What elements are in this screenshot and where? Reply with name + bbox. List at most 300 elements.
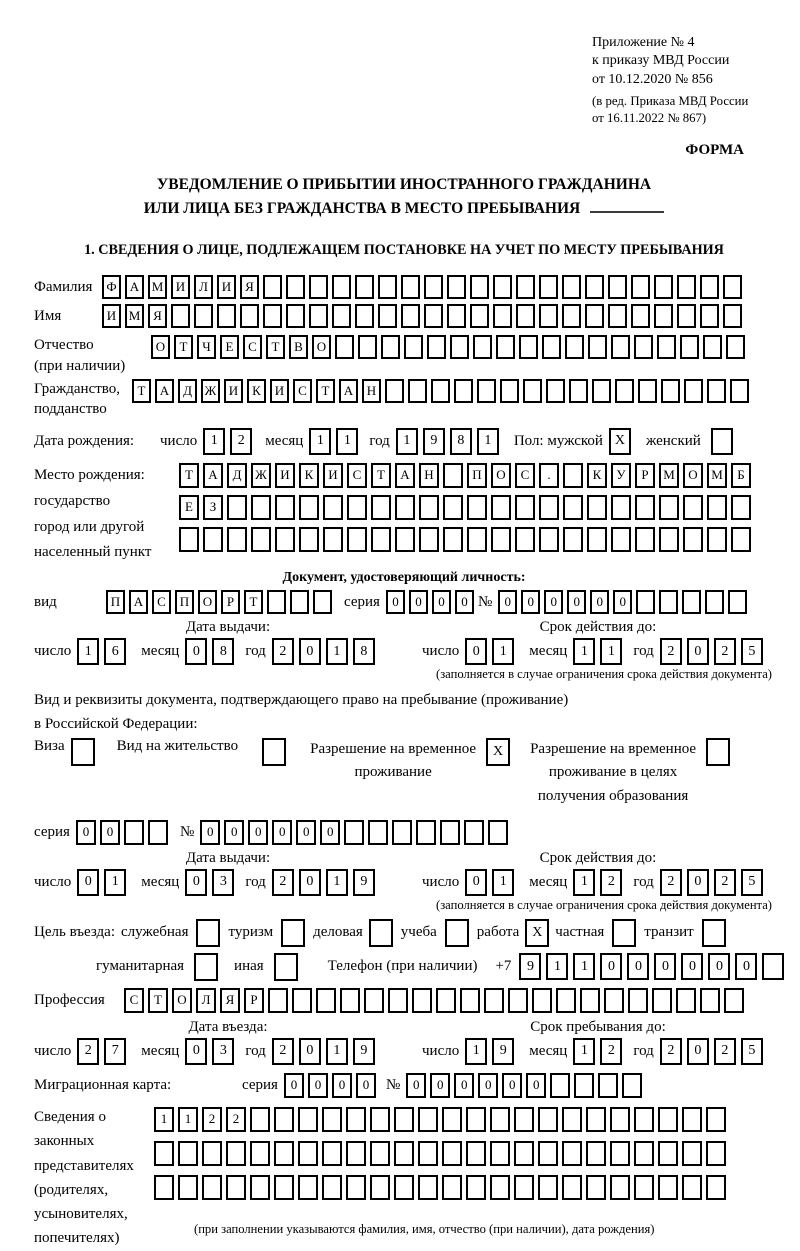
char-box[interactable] bbox=[388, 988, 408, 1013]
char-box[interactable]: М bbox=[148, 275, 167, 299]
char-box[interactable]: К bbox=[299, 463, 319, 488]
char-box[interactable] bbox=[274, 953, 298, 981]
char-box[interactable] bbox=[587, 495, 607, 520]
char-box[interactable] bbox=[454, 379, 473, 403]
char-box[interactable] bbox=[658, 1107, 678, 1132]
char-box[interactable]: 2 bbox=[230, 428, 252, 455]
char-box[interactable] bbox=[355, 304, 374, 328]
char-box[interactable] bbox=[654, 304, 673, 328]
char-box[interactable] bbox=[443, 463, 463, 488]
char-box[interactable] bbox=[250, 1141, 270, 1166]
char-box[interactable]: Д bbox=[178, 379, 197, 403]
char-box[interactable] bbox=[538, 1141, 558, 1166]
char-box[interactable]: 1 bbox=[546, 953, 568, 980]
char-box[interactable]: 2 bbox=[226, 1107, 246, 1132]
char-box[interactable]: 0 bbox=[687, 869, 709, 896]
char-box[interactable] bbox=[263, 275, 282, 299]
char-box[interactable] bbox=[680, 335, 699, 359]
char-box[interactable] bbox=[436, 988, 456, 1013]
char-box[interactable] bbox=[515, 527, 535, 552]
char-box[interactable]: 1 bbox=[77, 638, 99, 665]
char-box[interactable] bbox=[523, 379, 542, 403]
char-box[interactable] bbox=[250, 1107, 270, 1132]
char-box[interactable] bbox=[251, 527, 271, 552]
char-box[interactable] bbox=[676, 988, 696, 1013]
char-box[interactable]: 0 bbox=[478, 1073, 498, 1098]
char-box[interactable]: 0 bbox=[654, 953, 676, 980]
char-box[interactable] bbox=[240, 304, 259, 328]
char-box[interactable] bbox=[683, 495, 703, 520]
char-box[interactable] bbox=[431, 379, 450, 403]
char-box[interactable] bbox=[514, 1175, 534, 1200]
char-box[interactable] bbox=[395, 495, 415, 520]
char-box[interactable]: Т bbox=[132, 379, 151, 403]
char-box[interactable]: Ж bbox=[201, 379, 220, 403]
char-box[interactable] bbox=[344, 820, 364, 845]
char-box[interactable]: Ж bbox=[251, 463, 271, 488]
char-box[interactable] bbox=[538, 1175, 558, 1200]
char-box[interactable] bbox=[562, 1175, 582, 1200]
char-box[interactable]: 0 bbox=[284, 1073, 304, 1098]
char-box[interactable] bbox=[401, 304, 420, 328]
char-box[interactable]: 0 bbox=[498, 590, 517, 614]
char-box[interactable] bbox=[442, 1141, 462, 1166]
char-box[interactable]: 9 bbox=[519, 953, 541, 980]
char-box[interactable] bbox=[490, 1107, 510, 1132]
char-box[interactable]: П bbox=[467, 463, 487, 488]
char-box[interactable]: . bbox=[539, 463, 559, 488]
char-box[interactable] bbox=[368, 820, 388, 845]
char-box[interactable] bbox=[378, 304, 397, 328]
char-box[interactable]: С bbox=[152, 590, 171, 614]
char-box[interactable] bbox=[470, 304, 489, 328]
char-box[interactable]: Т bbox=[371, 463, 391, 488]
char-box[interactable] bbox=[706, 1107, 726, 1132]
char-box[interactable] bbox=[227, 495, 247, 520]
char-box[interactable]: 2 bbox=[600, 869, 622, 896]
char-box[interactable] bbox=[226, 1141, 246, 1166]
char-box[interactable] bbox=[394, 1141, 414, 1166]
char-box[interactable] bbox=[592, 379, 611, 403]
char-box[interactable]: 0 bbox=[465, 869, 487, 896]
char-box[interactable] bbox=[700, 988, 720, 1013]
char-box[interactable] bbox=[652, 988, 672, 1013]
char-box[interactable] bbox=[477, 379, 496, 403]
char-box[interactable] bbox=[467, 495, 487, 520]
char-box[interactable] bbox=[251, 495, 271, 520]
char-box[interactable] bbox=[466, 1107, 486, 1132]
char-box[interactable] bbox=[309, 304, 328, 328]
char-box[interactable]: 2 bbox=[272, 1038, 294, 1065]
char-box[interactable] bbox=[562, 275, 581, 299]
char-box[interactable]: 5 bbox=[741, 638, 763, 665]
char-box[interactable]: 0 bbox=[320, 820, 340, 845]
char-box[interactable] bbox=[250, 1175, 270, 1200]
char-box[interactable] bbox=[464, 820, 484, 845]
char-box[interactable]: Т bbox=[266, 335, 285, 359]
char-box[interactable] bbox=[381, 335, 400, 359]
char-box[interactable]: Л bbox=[194, 275, 213, 299]
char-box[interactable]: 8 bbox=[212, 638, 234, 665]
char-box[interactable] bbox=[700, 275, 719, 299]
char-box[interactable] bbox=[298, 1175, 318, 1200]
char-box[interactable] bbox=[419, 527, 439, 552]
char-box[interactable]: С bbox=[515, 463, 535, 488]
char-box[interactable] bbox=[217, 304, 236, 328]
char-box[interactable] bbox=[563, 495, 583, 520]
char-box[interactable] bbox=[634, 1107, 654, 1132]
char-box[interactable] bbox=[491, 495, 511, 520]
char-box[interactable] bbox=[442, 1175, 462, 1200]
char-box[interactable]: 0 bbox=[600, 953, 622, 980]
char-box[interactable] bbox=[562, 1141, 582, 1166]
char-box[interactable] bbox=[309, 275, 328, 299]
char-box[interactable] bbox=[563, 527, 583, 552]
char-box[interactable]: 3 bbox=[212, 869, 234, 896]
char-box[interactable]: 1 bbox=[492, 638, 514, 665]
char-box[interactable]: 3 bbox=[212, 1038, 234, 1065]
char-box[interactable] bbox=[562, 1107, 582, 1132]
char-box[interactable]: О bbox=[151, 335, 170, 359]
char-box[interactable] bbox=[682, 1107, 702, 1132]
char-box[interactable]: 0 bbox=[627, 953, 649, 980]
char-box[interactable] bbox=[631, 275, 650, 299]
char-box[interactable] bbox=[546, 379, 565, 403]
char-box[interactable] bbox=[762, 953, 784, 980]
char-box[interactable] bbox=[347, 527, 367, 552]
char-box[interactable] bbox=[275, 527, 295, 552]
char-box[interactable]: А bbox=[339, 379, 358, 403]
char-box[interactable] bbox=[635, 527, 655, 552]
char-box[interactable] bbox=[416, 820, 436, 845]
char-box[interactable] bbox=[322, 1141, 342, 1166]
char-box[interactable] bbox=[659, 527, 679, 552]
char-box[interactable] bbox=[658, 1141, 678, 1166]
char-box[interactable]: 5 bbox=[741, 1038, 763, 1065]
char-box[interactable]: У bbox=[611, 463, 631, 488]
char-box[interactable] bbox=[274, 1107, 294, 1132]
char-box[interactable]: 0 bbox=[708, 953, 730, 980]
char-box[interactable] bbox=[598, 1073, 618, 1098]
char-box[interactable]: 0 bbox=[185, 869, 207, 896]
char-box[interactable]: 0 bbox=[386, 590, 405, 614]
char-box[interactable] bbox=[490, 1141, 510, 1166]
char-box[interactable] bbox=[171, 304, 190, 328]
char-box[interactable] bbox=[467, 527, 487, 552]
char-box[interactable]: И bbox=[270, 379, 289, 403]
char-box[interactable]: 1 bbox=[492, 869, 514, 896]
char-box[interactable] bbox=[726, 335, 745, 359]
char-box[interactable] bbox=[364, 988, 384, 1013]
char-box[interactable]: 1 bbox=[104, 869, 126, 896]
char-box[interactable]: 1 bbox=[203, 428, 225, 455]
char-box[interactable]: 2 bbox=[660, 869, 682, 896]
char-box[interactable] bbox=[610, 1175, 630, 1200]
char-box[interactable] bbox=[634, 1175, 654, 1200]
char-box[interactable] bbox=[519, 335, 538, 359]
char-box[interactable] bbox=[322, 1175, 342, 1200]
char-box[interactable] bbox=[585, 304, 604, 328]
char-box[interactable] bbox=[202, 1175, 222, 1200]
char-box[interactable]: 0 bbox=[502, 1073, 522, 1098]
char-box[interactable] bbox=[488, 820, 508, 845]
char-box[interactable] bbox=[268, 988, 288, 1013]
char-box[interactable]: О bbox=[312, 335, 331, 359]
char-box[interactable]: М bbox=[707, 463, 727, 488]
char-box[interactable]: О bbox=[198, 590, 217, 614]
char-box[interactable] bbox=[608, 275, 627, 299]
char-box[interactable]: 7 bbox=[104, 1038, 126, 1065]
char-box[interactable] bbox=[370, 1175, 390, 1200]
char-box[interactable] bbox=[515, 495, 535, 520]
char-box[interactable] bbox=[371, 527, 391, 552]
char-box[interactable] bbox=[586, 1107, 606, 1132]
char-box[interactable] bbox=[316, 988, 336, 1013]
char-box[interactable] bbox=[702, 919, 726, 947]
char-box[interactable] bbox=[340, 988, 360, 1013]
char-box[interactable] bbox=[731, 527, 751, 552]
char-box[interactable]: 0 bbox=[100, 820, 120, 845]
char-box[interactable]: Р bbox=[635, 463, 655, 488]
char-box[interactable] bbox=[460, 988, 480, 1013]
char-box[interactable] bbox=[723, 275, 742, 299]
char-box[interactable] bbox=[450, 335, 469, 359]
char-box[interactable]: 0 bbox=[430, 1073, 450, 1098]
char-box[interactable] bbox=[707, 495, 727, 520]
char-box[interactable] bbox=[493, 304, 512, 328]
char-box[interactable] bbox=[274, 1175, 294, 1200]
char-box[interactable] bbox=[654, 275, 673, 299]
char-box[interactable]: И bbox=[275, 463, 295, 488]
char-box[interactable] bbox=[539, 275, 558, 299]
char-box[interactable] bbox=[323, 495, 343, 520]
char-box[interactable]: 0 bbox=[687, 638, 709, 665]
char-box[interactable] bbox=[631, 304, 650, 328]
char-box[interactable] bbox=[262, 738, 286, 766]
char-box[interactable] bbox=[346, 1107, 366, 1132]
char-box[interactable] bbox=[404, 335, 423, 359]
char-box[interactable]: 2 bbox=[714, 869, 736, 896]
char-box[interactable]: Р bbox=[244, 988, 264, 1013]
char-box[interactable] bbox=[299, 495, 319, 520]
char-box[interactable] bbox=[706, 1175, 726, 1200]
char-box[interactable]: Н bbox=[419, 463, 439, 488]
char-box[interactable]: Я bbox=[220, 988, 240, 1013]
char-box[interactable]: 0 bbox=[590, 590, 609, 614]
char-box[interactable] bbox=[700, 304, 719, 328]
char-box[interactable] bbox=[682, 1141, 702, 1166]
char-box[interactable]: Р bbox=[221, 590, 240, 614]
char-box[interactable]: 0 bbox=[296, 820, 316, 845]
char-box[interactable] bbox=[298, 1107, 318, 1132]
char-box[interactable] bbox=[636, 590, 655, 614]
char-box[interactable] bbox=[728, 590, 747, 614]
char-box[interactable] bbox=[355, 275, 374, 299]
char-box[interactable] bbox=[419, 495, 439, 520]
char-box[interactable] bbox=[418, 1107, 438, 1132]
char-box[interactable]: 0 bbox=[465, 638, 487, 665]
char-box[interactable] bbox=[493, 275, 512, 299]
char-box[interactable]: 0 bbox=[272, 820, 292, 845]
char-box[interactable]: 0 bbox=[455, 590, 474, 614]
char-box[interactable] bbox=[370, 1141, 390, 1166]
char-box[interactable] bbox=[313, 590, 332, 614]
char-box[interactable]: 6 bbox=[104, 638, 126, 665]
char-box[interactable] bbox=[442, 1107, 462, 1132]
char-box[interactable]: 1 bbox=[326, 638, 348, 665]
char-box[interactable] bbox=[711, 428, 733, 455]
char-box[interactable] bbox=[267, 590, 286, 614]
char-box[interactable] bbox=[615, 379, 634, 403]
char-box[interactable] bbox=[385, 379, 404, 403]
char-box[interactable] bbox=[358, 335, 377, 359]
char-box[interactable]: П bbox=[106, 590, 125, 614]
char-box[interactable] bbox=[682, 590, 701, 614]
char-box[interactable]: Ч bbox=[197, 335, 216, 359]
char-box[interactable] bbox=[335, 335, 354, 359]
char-box[interactable]: 1 bbox=[154, 1107, 174, 1132]
char-box[interactable] bbox=[286, 275, 305, 299]
char-box[interactable] bbox=[658, 1175, 678, 1200]
char-box[interactable]: 0 bbox=[76, 820, 96, 845]
char-box[interactable] bbox=[706, 1141, 726, 1166]
char-box[interactable]: М bbox=[659, 463, 679, 488]
char-box[interactable] bbox=[292, 988, 312, 1013]
char-box[interactable] bbox=[569, 379, 588, 403]
char-box[interactable]: О bbox=[491, 463, 511, 488]
char-box[interactable] bbox=[683, 527, 703, 552]
char-box[interactable]: И bbox=[224, 379, 243, 403]
char-box[interactable] bbox=[657, 335, 676, 359]
char-box[interactable]: А bbox=[129, 590, 148, 614]
char-box[interactable] bbox=[610, 1107, 630, 1132]
char-box[interactable] bbox=[634, 1141, 654, 1166]
char-box[interactable] bbox=[424, 304, 443, 328]
char-box[interactable] bbox=[378, 275, 397, 299]
char-box[interactable] bbox=[677, 275, 696, 299]
char-box[interactable] bbox=[705, 590, 724, 614]
char-box[interactable] bbox=[580, 988, 600, 1013]
char-box[interactable]: 0 bbox=[308, 1073, 328, 1098]
char-box[interactable] bbox=[323, 527, 343, 552]
char-box[interactable] bbox=[395, 527, 415, 552]
char-box[interactable]: 0 bbox=[299, 1038, 321, 1065]
char-box[interactable] bbox=[299, 527, 319, 552]
char-box[interactable]: 1 bbox=[573, 638, 595, 665]
char-box[interactable] bbox=[332, 275, 351, 299]
char-box[interactable]: 2 bbox=[660, 638, 682, 665]
char-box[interactable] bbox=[178, 1175, 198, 1200]
char-box[interactable] bbox=[484, 988, 504, 1013]
char-box[interactable]: Л bbox=[196, 988, 216, 1013]
char-box[interactable]: 1 bbox=[396, 428, 418, 455]
char-box[interactable]: 1 bbox=[465, 1038, 487, 1065]
char-box[interactable] bbox=[322, 1107, 342, 1132]
char-box[interactable] bbox=[196, 919, 220, 947]
char-box[interactable]: 0 bbox=[432, 590, 451, 614]
char-box[interactable] bbox=[539, 527, 559, 552]
char-box[interactable]: 0 bbox=[185, 638, 207, 665]
char-box[interactable]: З bbox=[203, 495, 223, 520]
char-box[interactable] bbox=[466, 1141, 486, 1166]
char-box[interactable]: X bbox=[486, 738, 510, 766]
char-box[interactable] bbox=[274, 1141, 294, 1166]
char-box[interactable]: О bbox=[172, 988, 192, 1013]
char-box[interactable]: К bbox=[247, 379, 266, 403]
char-box[interactable] bbox=[124, 820, 144, 845]
char-box[interactable] bbox=[550, 1073, 570, 1098]
char-box[interactable] bbox=[703, 335, 722, 359]
char-box[interactable]: С bbox=[347, 463, 367, 488]
char-box[interactable] bbox=[178, 1141, 198, 1166]
char-box[interactable]: Т bbox=[174, 335, 193, 359]
char-box[interactable]: 1 bbox=[573, 1038, 595, 1065]
char-box[interactable] bbox=[604, 988, 624, 1013]
char-box[interactable] bbox=[392, 820, 412, 845]
char-box[interactable] bbox=[622, 1073, 642, 1098]
char-box[interactable] bbox=[370, 1107, 390, 1132]
char-box[interactable] bbox=[638, 379, 657, 403]
char-box[interactable]: Т bbox=[148, 988, 168, 1013]
char-box[interactable] bbox=[447, 275, 466, 299]
char-box[interactable]: 2 bbox=[272, 869, 294, 896]
char-box[interactable] bbox=[226, 1175, 246, 1200]
char-box[interactable] bbox=[611, 495, 631, 520]
char-box[interactable]: 0 bbox=[687, 1038, 709, 1065]
char-box[interactable]: М bbox=[125, 304, 144, 328]
char-box[interactable] bbox=[347, 495, 367, 520]
char-box[interactable] bbox=[412, 988, 432, 1013]
char-box[interactable] bbox=[194, 953, 218, 981]
char-box[interactable] bbox=[346, 1141, 366, 1166]
char-box[interactable]: 0 bbox=[356, 1073, 376, 1098]
char-box[interactable] bbox=[731, 495, 751, 520]
char-box[interactable] bbox=[418, 1141, 438, 1166]
char-box[interactable]: 0 bbox=[409, 590, 428, 614]
char-box[interactable]: 0 bbox=[681, 953, 703, 980]
char-box[interactable] bbox=[707, 379, 726, 403]
char-box[interactable]: 0 bbox=[224, 820, 244, 845]
char-box[interactable] bbox=[401, 275, 420, 299]
char-box[interactable] bbox=[562, 304, 581, 328]
char-box[interactable]: А bbox=[125, 275, 144, 299]
char-box[interactable]: Я bbox=[240, 275, 259, 299]
char-box[interactable]: 2 bbox=[77, 1038, 99, 1065]
char-box[interactable] bbox=[634, 335, 653, 359]
char-box[interactable] bbox=[286, 304, 305, 328]
char-box[interactable] bbox=[346, 1175, 366, 1200]
char-box[interactable] bbox=[585, 275, 604, 299]
char-box[interactable] bbox=[394, 1175, 414, 1200]
char-box[interactable]: 8 bbox=[450, 428, 472, 455]
char-box[interactable] bbox=[635, 495, 655, 520]
char-box[interactable] bbox=[447, 304, 466, 328]
char-box[interactable] bbox=[473, 335, 492, 359]
char-box[interactable] bbox=[440, 820, 460, 845]
char-box[interactable] bbox=[724, 988, 744, 1013]
char-box[interactable] bbox=[723, 304, 742, 328]
char-box[interactable] bbox=[556, 988, 576, 1013]
char-box[interactable] bbox=[516, 275, 535, 299]
char-box[interactable]: А bbox=[155, 379, 174, 403]
char-box[interactable]: 0 bbox=[248, 820, 268, 845]
char-box[interactable]: 1 bbox=[477, 428, 499, 455]
char-box[interactable] bbox=[730, 379, 749, 403]
char-box[interactable]: 1 bbox=[336, 428, 358, 455]
char-box[interactable]: 2 bbox=[272, 638, 294, 665]
char-box[interactable]: Д bbox=[227, 463, 247, 488]
char-box[interactable] bbox=[154, 1175, 174, 1200]
